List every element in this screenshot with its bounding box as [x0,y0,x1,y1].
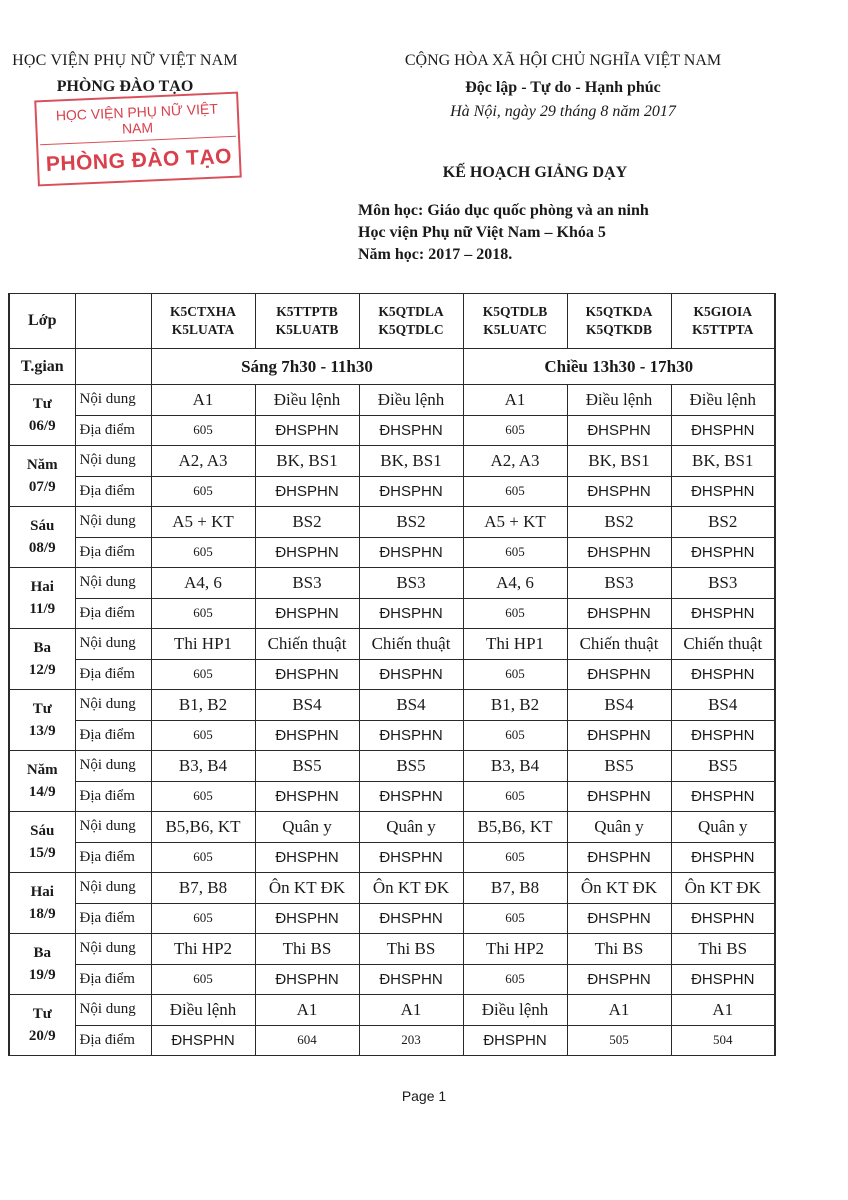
day-weekday: Hai [30,884,54,900]
lesson-location-cell: ĐHSPHN [671,537,775,568]
lesson-location-cell: 605 [151,964,255,995]
day-weekday: Tư [32,396,52,412]
lesson-location-cell: ĐHSPHN [359,842,463,873]
lesson-content-cell: BK, BS1 [359,446,463,477]
lesson-location-cell: 605 [151,598,255,629]
lesson-location-cell: ĐHSPHN [359,720,463,751]
content-row [9,385,775,416]
lesson-location-cell: ĐHSPHN [359,964,463,995]
lesson-location-cell: 605 [151,659,255,690]
nation-name: CỘNG HÒA XÃ HỘI CHỦ NGHĨA VIỆT NAM [404,52,722,69]
class-code: K5QTDLC [378,322,444,337]
subject-line: Môn học: Giáo dục quốc phòng và an ninh [358,202,649,219]
content-row [9,995,775,1026]
lesson-content-cell: BS3 [671,568,775,599]
lesson-content-cell: A2, A3 [151,446,255,477]
day-weekday: Sáu [30,518,55,534]
day-weekday: Tư [32,701,52,717]
lesson-content-cell: B5,B6, KT [151,812,255,843]
lesson-location-cell: ĐHSPHN [567,903,671,934]
day-cell [9,873,75,934]
class-code: K5TTPTA [692,322,754,337]
day-cell [9,385,75,446]
lesson-location-cell: ĐHSPHN [567,964,671,995]
lesson-location-cell: 605 [463,903,567,934]
lesson-location-cell: ĐHSPHN [671,964,775,995]
lesson-content-cell: Thi BS [671,934,775,965]
day-date: 08/9 [28,540,56,556]
class-code: K5QTKDB [585,322,652,337]
lesson-location-cell: 504 [671,1025,775,1056]
lesson-content-cell: A4, 6 [151,568,255,599]
location-row [9,842,775,873]
lesson-content-cell: A4, 6 [463,568,567,599]
lesson-content-cell: Thi HP1 [151,629,255,660]
lesson-content-cell: Ôn KT ĐK [671,873,775,904]
class-group-header [463,294,567,349]
lesson-content-cell: BS3 [255,568,359,599]
lesson-content-cell: A1 [255,995,359,1026]
day-cell [9,812,75,873]
lesson-location-cell: 605 [463,537,567,568]
class-group-header [567,294,671,349]
lesson-location-cell: ĐHSPHN [255,903,359,934]
lesson-content-cell: BS5 [567,751,671,782]
organization-name: HỌC VIỆN PHỤ NỮ VIỆT NAM [12,52,238,69]
empty-cell [75,294,151,349]
lesson-content-cell: Thi BS [567,934,671,965]
lesson-content-cell: Quân y [359,812,463,843]
day-cell [9,446,75,507]
header-right [368,52,758,121]
lesson-location-cell: 605 [151,415,255,446]
lesson-location-cell: 605 [463,598,567,629]
content-label: Nội dung [75,934,151,965]
class-group-header [671,294,775,349]
lesson-content-cell: Ôn KT ĐK [359,873,463,904]
header-left [0,52,250,96]
content-label: Nội dung [75,690,151,721]
location-row [9,415,775,446]
lesson-content-cell: BK, BS1 [255,446,359,477]
lesson-location-cell: ĐHSPHN [567,537,671,568]
class-code: K5GIOIA [693,304,752,319]
lesson-content-cell: BK, BS1 [567,446,671,477]
lesson-location-cell: 605 [463,842,567,873]
lesson-location-cell: ĐHSPHN [255,720,359,751]
class-code: K5CTXHA [169,304,236,319]
content-label: Nội dung [75,995,151,1026]
lesson-location-cell: 605 [463,659,567,690]
day-date: 06/9 [28,418,56,434]
location-label: Địa điểm [75,720,151,751]
lesson-location-cell: 605 [151,476,255,507]
lesson-location-cell: 605 [151,903,255,934]
day-cell [9,995,75,1056]
lesson-location-cell: ĐHSPHN [255,476,359,507]
lesson-location-cell: 604 [255,1025,359,1056]
day-date: 18/9 [28,906,56,922]
lesson-content-cell: A5 + KT [463,507,567,538]
lesson-location-cell: ĐHSPHN [255,842,359,873]
class-code: K5LUATC [483,322,547,337]
national-motto: Độc lập - Tự do - Hạnh phúc [465,79,661,96]
lesson-content-cell: A1 [671,995,775,1026]
lesson-content-cell: BS4 [567,690,671,721]
location-label: Địa điểm [75,476,151,507]
class-group-header [255,294,359,349]
location-row [9,1025,775,1056]
lesson-content-cell: Quân y [567,812,671,843]
location-row [9,903,775,934]
day-weekday: Ba [33,945,51,961]
lesson-content-cell: Điều lệnh [151,995,255,1026]
lesson-content-cell: B7, B8 [463,873,567,904]
lesson-content-cell: A5 + KT [151,507,255,538]
lesson-content-cell: Thi HP2 [151,934,255,965]
document-date: Hà Nội, ngày 29 tháng 8 năm 2017 [450,103,676,120]
location-row [9,720,775,751]
location-row [9,476,775,507]
lesson-location-cell: ĐHSPHN [671,842,775,873]
day-date: 07/9 [28,479,56,495]
content-label: Nội dung [75,446,151,477]
lesson-content-cell: B5,B6, KT [463,812,567,843]
lesson-location-cell: ĐHSPHN [359,781,463,812]
lesson-content-cell: B1, B2 [463,690,567,721]
day-cell [9,690,75,751]
lesson-content-cell: Điều lệnh [671,385,775,416]
lesson-content-cell: Ôn KT ĐK [255,873,359,904]
location-label: Địa điểm [75,903,151,934]
lesson-location-cell: 203 [359,1025,463,1056]
stamp-line-2: PHÒNG ĐÀO TẠO [45,144,233,177]
day-date: 14/9 [28,784,56,800]
lesson-location-cell: ĐHSPHN [151,1025,255,1056]
content-row [9,629,775,660]
lesson-location-cell: ĐHSPHN [671,415,775,446]
lesson-content-cell: Quân y [671,812,775,843]
day-weekday: Hai [30,579,54,595]
day-cell [9,934,75,995]
lesson-content-cell: BS5 [359,751,463,782]
day-weekday: Sáu [30,823,55,839]
lesson-location-cell: ĐHSPHN [255,781,359,812]
lesson-content-cell: BS2 [671,507,775,538]
content-label: Nội dung [75,629,151,660]
lesson-location-cell: 605 [151,781,255,812]
schedule-table [8,293,776,1056]
lesson-content-cell: Điều lệnh [255,385,359,416]
content-label: Nội dung [75,812,151,843]
institution-line: Học viện Phụ nữ Việt Nam – Khóa 5 [358,224,606,241]
lesson-location-cell: ĐHSPHN [255,537,359,568]
lesson-content-cell: BS2 [255,507,359,538]
lesson-content-cell: BS4 [671,690,775,721]
location-row [9,964,775,995]
content-label: Nội dung [75,873,151,904]
content-label: Nội dung [75,385,151,416]
lesson-location-cell: ĐHSPHN [255,598,359,629]
lesson-content-cell: Thi BS [255,934,359,965]
lesson-location-cell: ĐHSPHN [671,781,775,812]
class-code: K5QTDLA [378,304,444,319]
lesson-location-cell: ĐHSPHN [567,476,671,507]
lesson-location-cell: ĐHSPHN [671,659,775,690]
lesson-location-cell: 605 [463,476,567,507]
lesson-location-cell: 605 [463,415,567,446]
lesson-content-cell: A2, A3 [463,446,567,477]
lesson-content-cell: Chiến thuật [359,629,463,660]
day-date: 20/9 [28,1028,56,1044]
day-cell [9,568,75,629]
lesson-location-cell: 605 [463,964,567,995]
lesson-content-cell: B3, B4 [151,751,255,782]
day-cell [9,507,75,568]
location-label: Địa điểm [75,1025,151,1056]
location-row [9,781,775,812]
location-label: Địa điểm [75,781,151,812]
plan-info [358,200,649,266]
lesson-location-cell: ĐHSPHN [567,659,671,690]
day-date: 15/9 [28,845,56,861]
class-code: K5LUATB [275,322,339,337]
lesson-location-cell: 505 [567,1025,671,1056]
lesson-content-cell: Chiến thuật [255,629,359,660]
day-date: 19/9 [28,967,56,983]
lesson-location-cell: ĐHSPHN [255,415,359,446]
lesson-content-cell: Chiến thuật [567,629,671,660]
location-row [9,659,775,690]
content-row [9,873,775,904]
lesson-content-cell: Quân y [255,812,359,843]
lesson-location-cell: ĐHSPHN [359,659,463,690]
content-label: Nội dung [75,507,151,538]
page-number: Page 1 [401,1088,447,1104]
location-label: Địa điểm [75,659,151,690]
day-weekday: Ba [33,640,51,656]
day-date: 13/9 [28,723,56,739]
time-header-row [9,349,775,385]
lesson-location-cell: ĐHSPHN [359,903,463,934]
lesson-location-cell: ĐHSPHN [567,598,671,629]
lesson-content-cell: A1 [463,385,567,416]
class-group-header [151,294,255,349]
lesson-location-cell: ĐHSPHN [567,842,671,873]
location-row [9,537,775,568]
content-row [9,446,775,477]
lesson-content-cell: BS2 [359,507,463,538]
location-label: Địa điểm [75,537,151,568]
lesson-content-cell: BS5 [255,751,359,782]
content-row [9,507,775,538]
lesson-location-cell: ĐHSPHN [255,659,359,690]
morning-session: Sáng 7h30 - 11h30 [151,349,463,385]
lesson-location-cell: 605 [151,720,255,751]
class-code: K5TTPTB [276,304,338,319]
lesson-location-cell: ĐHSPHN [567,415,671,446]
class-code: K5LUATA [171,322,235,337]
department-stamp [34,92,242,187]
day-date: 12/9 [28,662,56,678]
department-name: PHÒNG ĐÀO TẠO [56,78,194,95]
lesson-content-cell: Thi HP1 [463,629,567,660]
day-weekday: Tư [32,1006,52,1022]
lesson-location-cell: 605 [151,537,255,568]
lesson-content-cell: BS3 [359,568,463,599]
lesson-location-cell: ĐHSPHN [671,598,775,629]
day-weekday: Năm [26,457,58,473]
class-code: K5QTDLB [482,304,548,319]
lesson-location-cell: ĐHSPHN [359,537,463,568]
plan-title: KẾ HOẠCH GIẢNG DẠY [442,164,628,181]
lesson-content-cell: BS4 [255,690,359,721]
class-header-row [9,294,775,349]
lesson-content-cell: Điều lệnh [463,995,567,1026]
content-row [9,751,775,782]
lesson-location-cell: ĐHSPHN [255,964,359,995]
lesson-content-cell: Thi HP2 [463,934,567,965]
lesson-location-cell: ĐHSPHN [463,1025,567,1056]
lesson-location-cell: ĐHSPHN [671,476,775,507]
lesson-content-cell: Điều lệnh [567,385,671,416]
content-label: Nội dung [75,568,151,599]
lesson-content-cell: Ôn KT ĐK [567,873,671,904]
location-label: Địa điểm [75,964,151,995]
lesson-location-cell: ĐHSPHN [671,720,775,751]
lesson-content-cell: BS2 [567,507,671,538]
lesson-content-cell: B1, B2 [151,690,255,721]
lesson-content-cell: A1 [567,995,671,1026]
location-row [9,598,775,629]
lesson-location-cell: ĐHSPHN [567,781,671,812]
lesson-location-cell: ĐHSPHN [567,720,671,751]
class-code: K5QTKDA [585,304,653,319]
lesson-content-cell: BS4 [359,690,463,721]
lesson-content-cell: B7, B8 [151,873,255,904]
lesson-location-cell: 605 [463,720,567,751]
day-cell [9,751,75,812]
day-cell [9,629,75,690]
year-line: Năm học: 2017 – 2018. [358,246,513,263]
lesson-content-cell: A1 [359,995,463,1026]
content-label: Nội dung [75,751,151,782]
afternoon-session: Chiều 13h30 - 17h30 [463,349,775,385]
lesson-content-cell: Thi BS [359,934,463,965]
location-label: Địa điểm [75,598,151,629]
content-row [9,812,775,843]
content-row [9,934,775,965]
stamp-line-1: HỌC VIỆN PHỤ NỮ VIỆT NAM [38,94,236,146]
lesson-content-cell: BK, BS1 [671,446,775,477]
time-label: T.gian [9,349,75,385]
lesson-content-cell: Chiến thuật [671,629,775,660]
lesson-location-cell: 605 [463,781,567,812]
location-label: Địa điểm [75,842,151,873]
lesson-content-cell: B3, B4 [463,751,567,782]
day-date: 11/9 [29,601,56,617]
class-label: Lớp [9,294,75,349]
lesson-location-cell: ĐHSPHN [359,598,463,629]
lesson-content-cell: BS3 [567,568,671,599]
content-row [9,568,775,599]
lesson-content-cell: BS5 [671,751,775,782]
class-group-header [359,294,463,349]
lesson-location-cell: ĐHSPHN [671,903,775,934]
day-weekday: Năm [26,762,58,778]
lesson-content-cell: A1 [151,385,255,416]
lesson-location-cell: ĐHSPHN [359,415,463,446]
lesson-location-cell: ĐHSPHN [359,476,463,507]
location-label: Địa điểm [75,415,151,446]
content-row [9,690,775,721]
empty-cell [75,349,151,385]
lesson-content-cell: Điều lệnh [359,385,463,416]
lesson-location-cell: 605 [151,842,255,873]
